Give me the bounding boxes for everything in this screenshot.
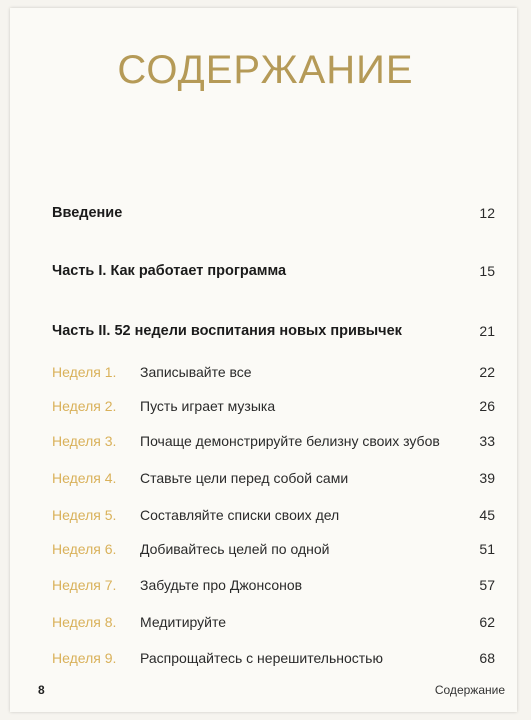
week-title: Записывайте все: [140, 364, 252, 380]
week-title: Добивайтесь целей по одной: [140, 541, 330, 557]
week-title: Пусть играет музыка: [140, 398, 276, 414]
week-label: Неделя 6.: [52, 541, 117, 557]
week-page: 33: [479, 433, 495, 449]
week-label: Неделя 3.: [52, 433, 117, 449]
week-label: Неделя 4.: [52, 470, 117, 486]
week-title: Ставьте цели перед собой сами: [140, 470, 349, 486]
week-page: 68: [479, 650, 495, 666]
toc-entry-label: Введение: [52, 205, 123, 221]
week-label: Неделя 7.: [52, 577, 117, 593]
toc-entry-page: 12: [479, 205, 495, 221]
toc-entry-part-1[interactable]: [52, 263, 495, 279]
week-page: 51: [479, 541, 495, 557]
toc-entry-part-2[interactable]: [52, 323, 495, 339]
week-page: 22: [479, 364, 495, 380]
week-label: Неделя 9.: [52, 650, 117, 666]
week-page: 26: [479, 398, 495, 414]
page-number: 8: [38, 683, 45, 697]
week-page: 45: [479, 507, 495, 523]
week-label: Неделя 5.: [52, 507, 117, 523]
week-title: Почаще демонстрируйте белизну своих зубов: [140, 433, 440, 449]
toc-entry-introduction[interactable]: [52, 205, 495, 221]
running-footer: Содержание: [434, 683, 505, 697]
week-title: Забудьте про Джонсонов: [140, 577, 303, 593]
week-page: 57: [479, 577, 495, 593]
week-label: Неделя 8.: [52, 614, 117, 630]
toc-entry-label: Часть II. 52 недели воспитания новых привычек: [52, 323, 402, 339]
toc-entry-label: Часть I. Как работает программа: [52, 263, 287, 279]
page-title: СОДЕРЖАНИЕ: [117, 48, 414, 92]
week-page: 62: [479, 614, 495, 630]
week-label: Неделя 1.: [52, 364, 117, 380]
week-title: Составляйте списки своих дел: [140, 507, 340, 523]
week-title: Медитируйте: [140, 614, 227, 630]
toc-entry-page: 15: [479, 263, 495, 279]
week-page: 39: [479, 470, 495, 486]
toc-entry-page: 21: [479, 323, 495, 339]
week-title: Распрощайтесь с нерешительностью: [140, 650, 383, 666]
week-label: Неделя 2.: [52, 398, 117, 414]
